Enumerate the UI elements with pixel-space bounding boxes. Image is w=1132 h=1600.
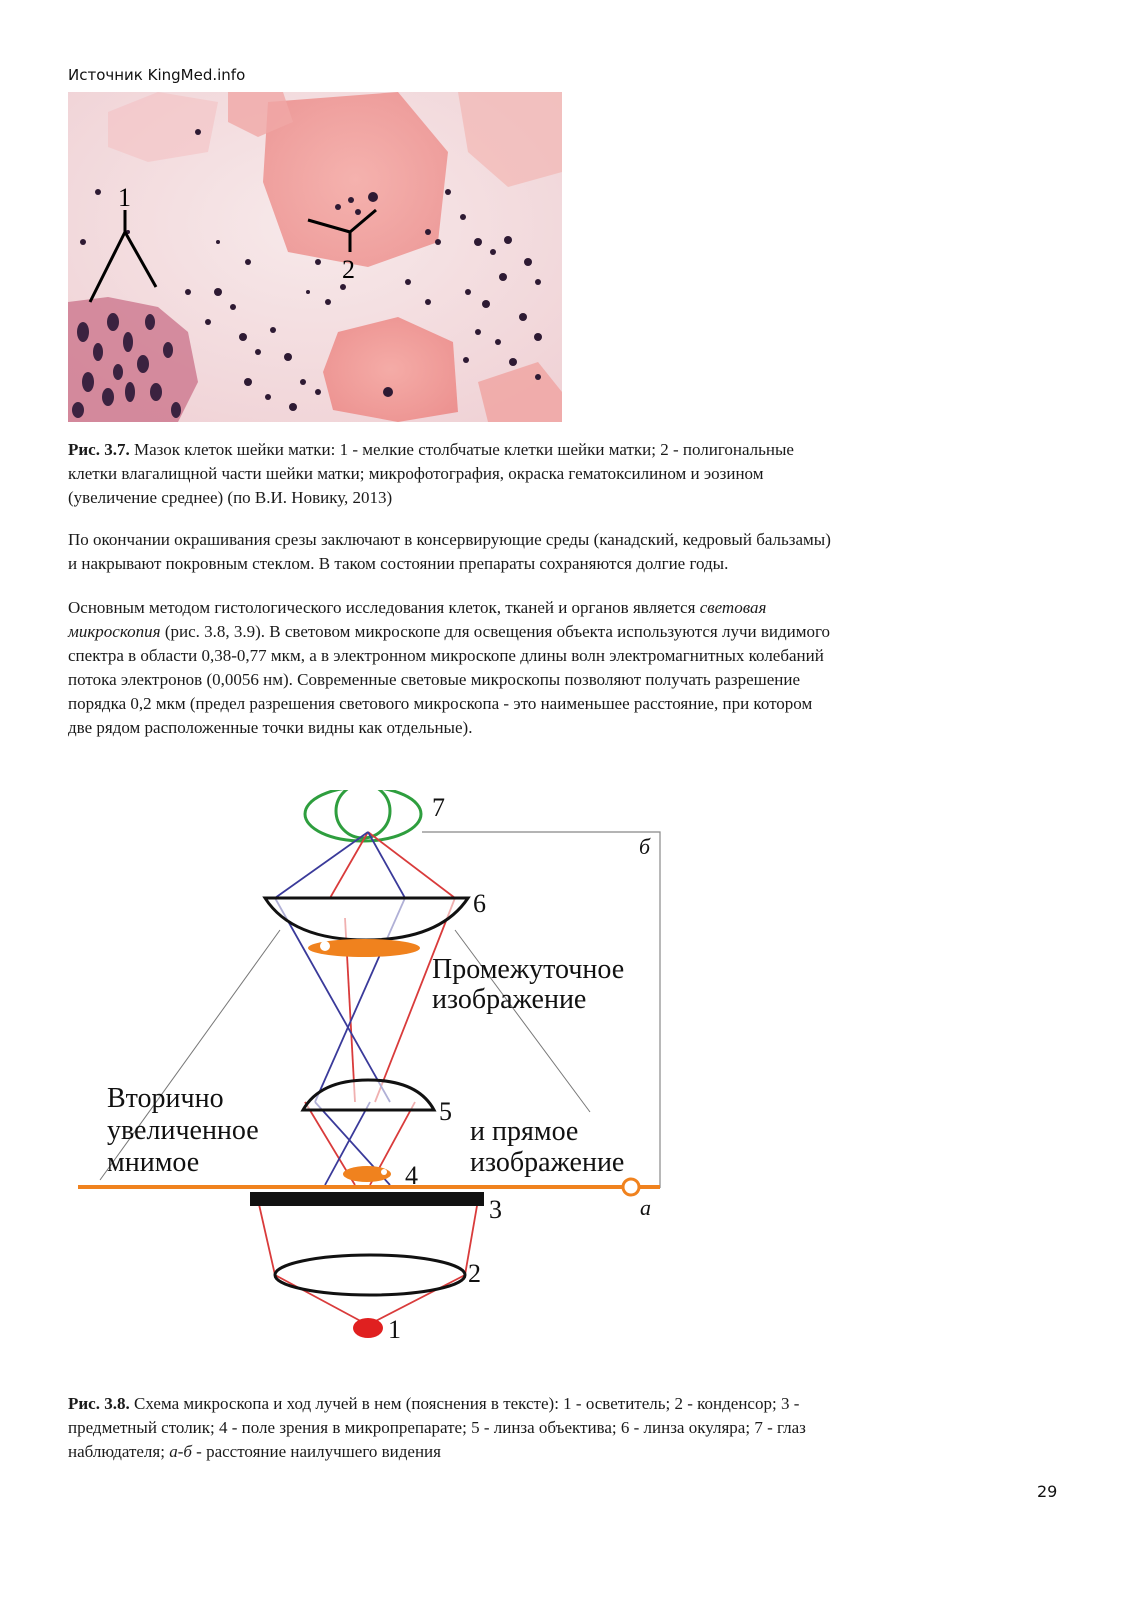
paragraph-line: две рядом расположенные точки видны как отдельные). <box>68 718 473 737</box>
scheme-letter-b: б <box>639 834 651 859</box>
paragraph-light-microscopy <box>68 596 1058 740</box>
virtual-image-label: увеличенное <box>107 1115 259 1146</box>
virtual-image-label: Вторично <box>107 1083 224 1114</box>
scheme-label-3: 3 <box>489 1195 502 1224</box>
caption-line: (увеличение среднее) (по В.И. Новику, 2013) <box>68 488 393 507</box>
emphasis-term: световая <box>699 598 767 617</box>
paragraph-text: Основным методом гистологического исследования клеток, тканей и органов является <box>68 598 700 617</box>
paragraph-line: потока электронов (0,0056 нм). Современные световые микроскопы позволяют получать разрешение <box>68 670 801 689</box>
micrograph-label-2: 2 <box>342 255 355 284</box>
scheme-label-7: 7 <box>432 793 445 822</box>
object-plane-end <box>623 1179 639 1195</box>
figure-3-8-caption <box>68 1392 1058 1464</box>
caption-emphasis: а-б <box>169 1442 192 1461</box>
caption-line: Мазок клеток шейки матки: 1 - мелкие столбчатые клетки шейки матки; 2 - полигональные <box>133 440 794 459</box>
stage-shape <box>250 1192 484 1206</box>
caption-text: - расстояние наилучшего видения <box>191 1442 441 1461</box>
micrograph-image <box>68 92 562 422</box>
paragraph-line: спектра в области 0,38-0,77 мкм, а в электронном микроскопе длины волн электромагнитных колебаний <box>68 646 824 665</box>
paragraph-text: (рис. 3.8, 3.9). В световом микроскопе для освещения объекта используются лучи видимого <box>160 622 831 641</box>
paragraph-line: По окончании окрашивания срезы заключают в консервирующие среды (канадский, кедровый бальзамы) <box>68 530 831 549</box>
eye-pupil-shape <box>336 790 390 838</box>
condenser-shape <box>275 1255 465 1295</box>
direct-image-label: изображение <box>470 1147 625 1178</box>
page-number: 29 <box>1037 1482 1058 1501</box>
scheme-label-4: 4 <box>405 1161 418 1190</box>
caption-line: Схема микроскопа и ход лучей в нем (пояснения в тексте): 1 - осветитель; 2 - конденсор; 3 - <box>129 1394 800 1413</box>
caption-ref: Рис. 3.7. <box>68 440 130 459</box>
cervical-smear-micrograph <box>68 92 562 422</box>
source-header: Источник KingMed.info <box>68 66 246 84</box>
direct-image-label: и прямое <box>470 1116 579 1147</box>
caption-ref: Рис. 3.8. <box>68 1394 130 1413</box>
microscope-ray-diagram <box>70 790 690 1370</box>
scheme-label-6: 6 <box>473 889 486 918</box>
eye-outer-shape <box>305 790 421 841</box>
virtual-image-label: мнимое <box>107 1147 200 1178</box>
caption-text: наблюдателя; <box>68 1442 170 1461</box>
caption-line: клетки влагалищной части шейки матки; микрофотография, окраска гематоксилином и эозином <box>68 464 764 483</box>
emphasis-term: микроскопия <box>68 622 161 641</box>
paragraph-line: порядка 0,2 мкм (предел разрешения светового микроскопа - это наименьшее расстояние, при котором <box>68 694 813 713</box>
paragraph-line: и накрывают покровным стеклом. В таком состоянии препараты сохраняются долгие годы. <box>68 554 729 573</box>
figure-3-7-caption <box>68 438 1058 510</box>
scheme-label-5: 5 <box>439 1097 452 1126</box>
intermediate-image-label: Промежуточное <box>432 954 625 985</box>
intermediate-image-label: изображение <box>432 984 587 1015</box>
illuminator-shape <box>353 1318 383 1338</box>
micrograph-label-1: 1 <box>118 183 131 212</box>
field-point <box>381 1169 387 1175</box>
scheme-letter-a: а <box>640 1195 651 1220</box>
scheme-label-2: 2 <box>468 1259 481 1288</box>
blue-rays <box>275 832 405 1185</box>
scheme-label-1: 1 <box>388 1315 401 1344</box>
image-point <box>320 941 330 951</box>
paragraph-mounting <box>68 528 1058 576</box>
caption-line: предметный столик; 4 - поле зрения в микропрепарате; 5 - линза объектива; 6 - линза окуляра; 7 - глаз <box>68 1418 806 1437</box>
